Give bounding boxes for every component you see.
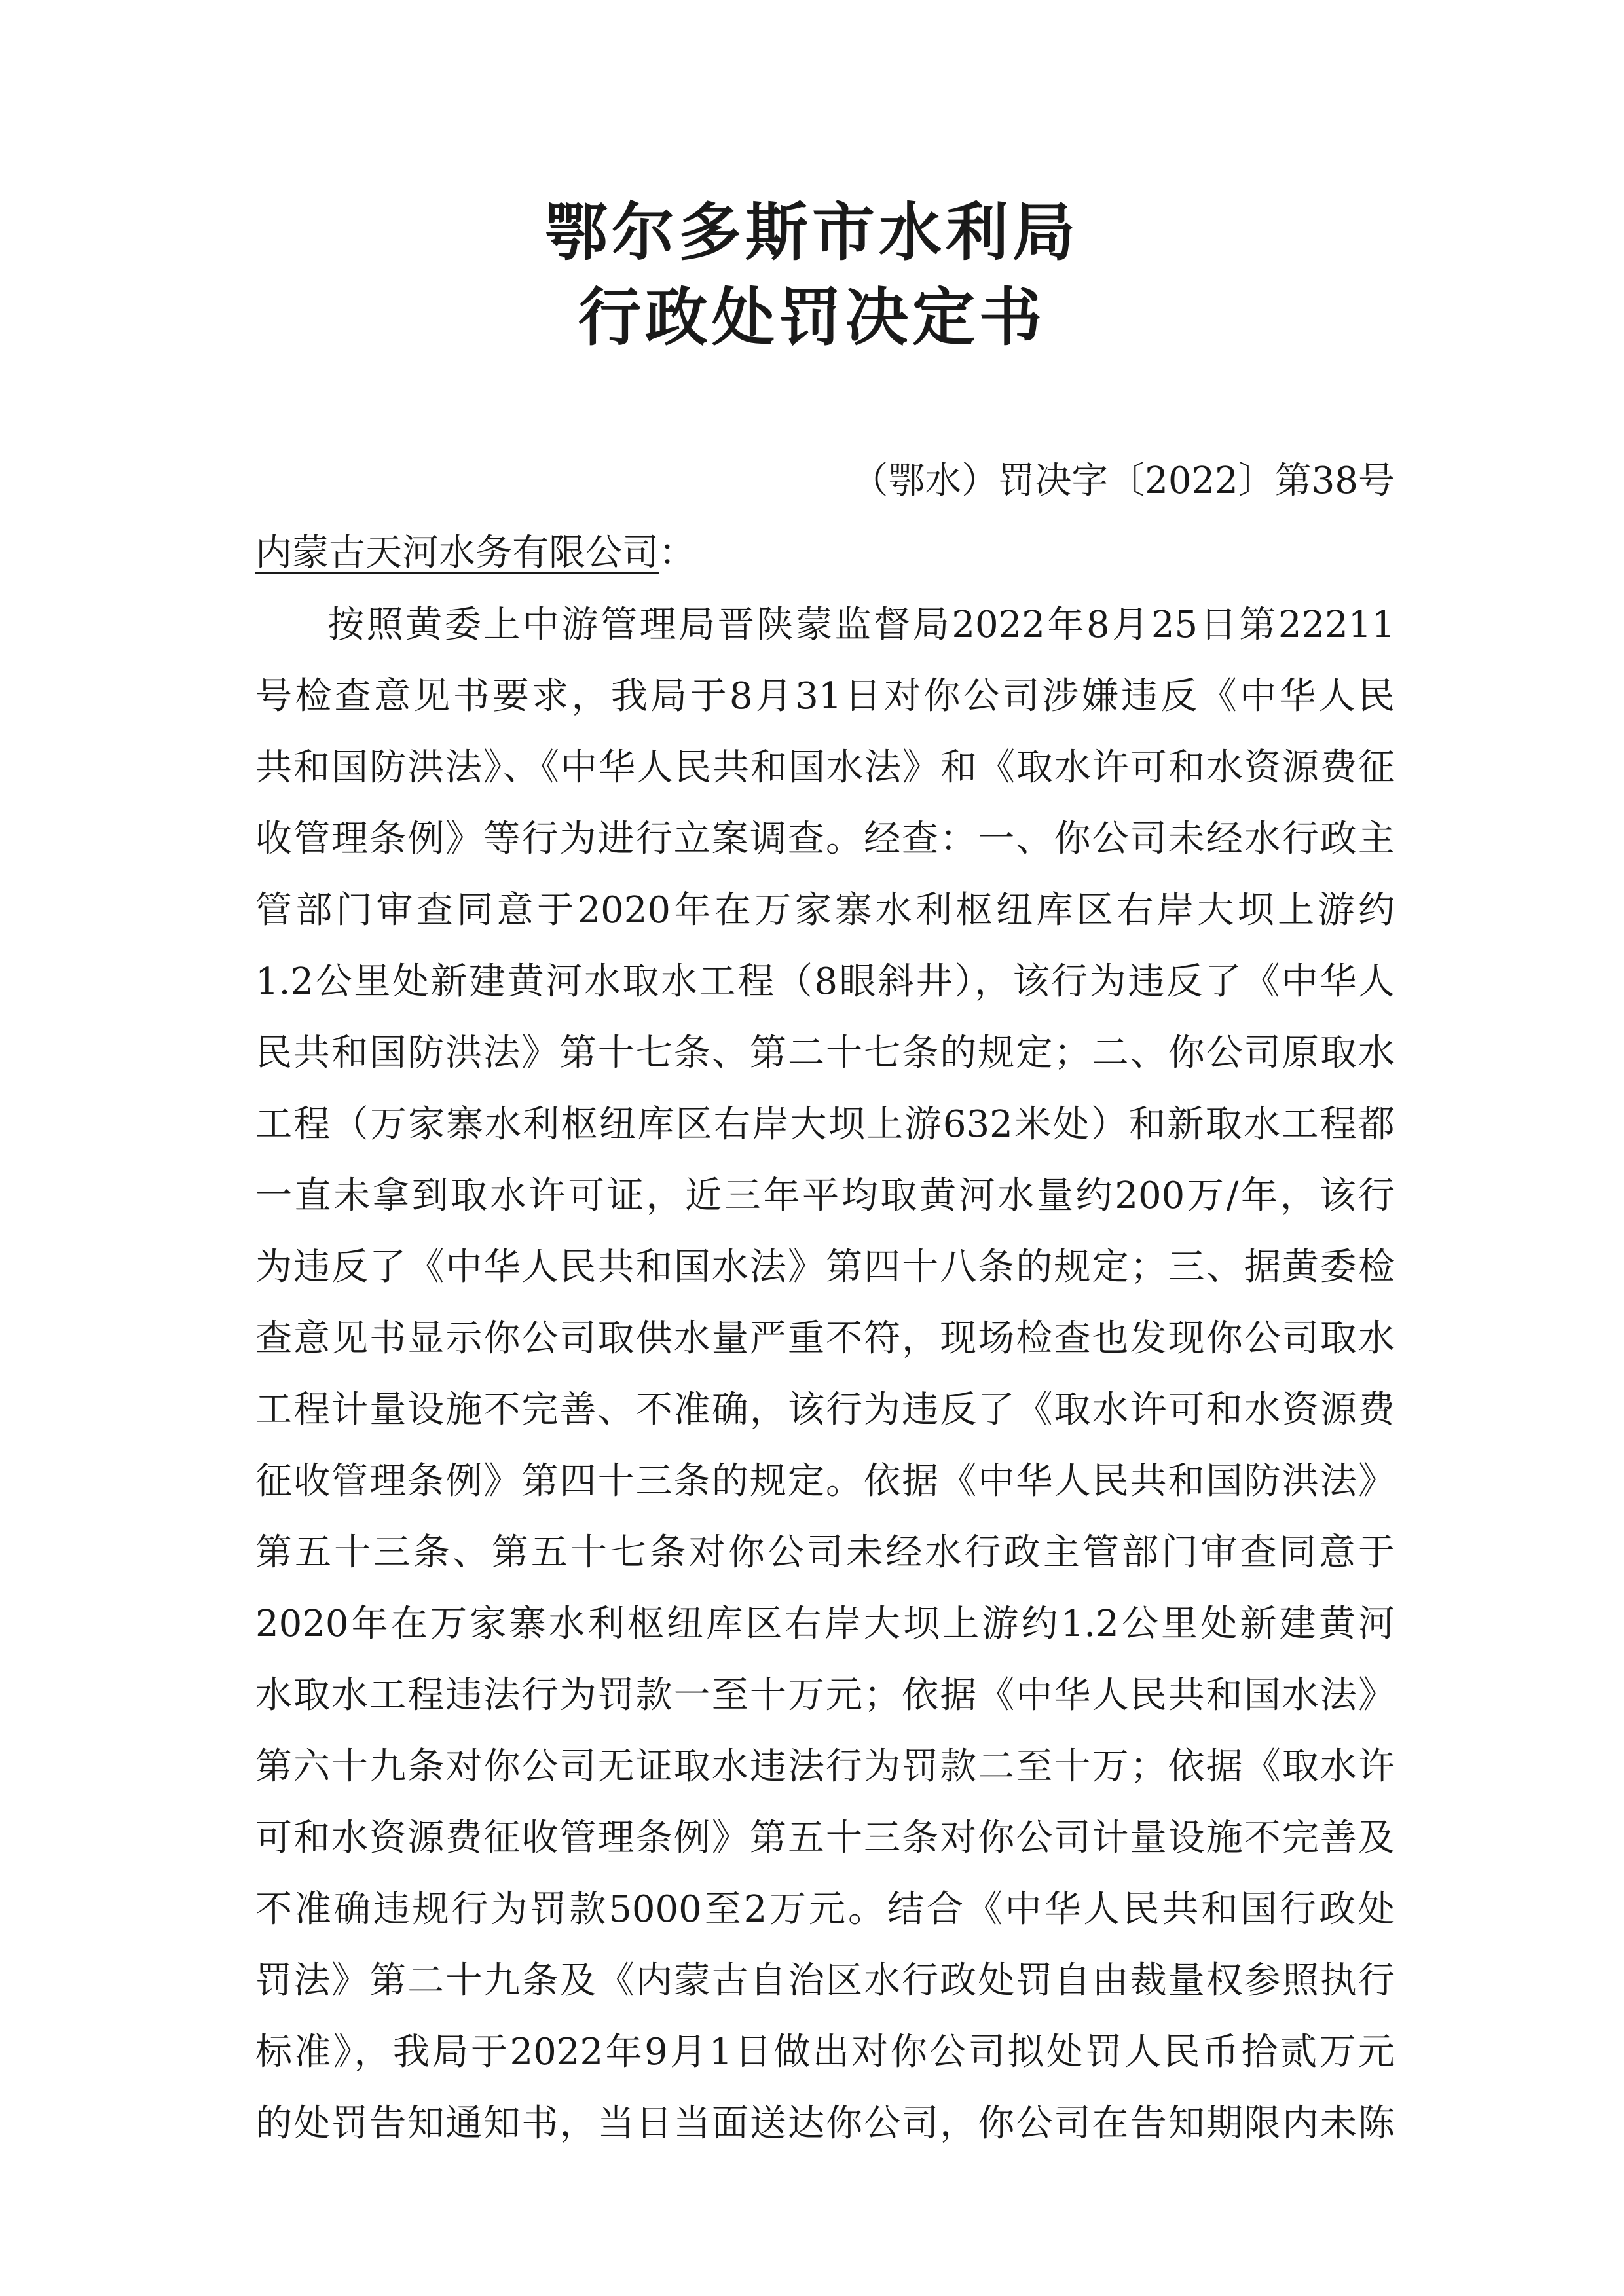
document-number: （鄂水）罚决字〔2022〕第38号 bbox=[851, 460, 1395, 502]
recipient-line bbox=[255, 527, 695, 579]
body-line: 可和水资源费征收管理条例》第五十三条对你公司计量设施不完善及 bbox=[255, 1817, 1395, 1859]
body-line: 共和国防洪法》、《中华人民共和国水法》和《取水许可和水资源费征 bbox=[255, 746, 1395, 789]
body-line: 2020年在万家寨水利枢纽库区右岸大坝上游约1.2公里处新建黄河 bbox=[255, 1603, 1395, 1645]
body-line: 不准确违规行为罚款5000至2万元。结合《中华人民共和国行政处 bbox=[255, 1888, 1395, 1931]
body-line: 罚法》第二十九条及《内蒙古自治区水行政处罚自由裁量权参照执行 bbox=[255, 1959, 1395, 2002]
body-line: 查意见书显示你公司取供水量严重不符，现场检查也发现你公司取水 bbox=[255, 1317, 1395, 1360]
body-line: 工程计量设施不完善、不准确，该行为违反了《取水许可和水资源费 bbox=[255, 1389, 1395, 1431]
body-line: 收管理条例》等行为进行立案调查。经查：一、你公司未经水行政主 bbox=[255, 818, 1395, 860]
body-line: 工程（万家寨水利枢纽库区右岸大坝上游632米处）和新取水工程都 bbox=[255, 1103, 1395, 1146]
body-line: 为违反了《中华人民共和国水法》第四十八条的规定；三、据黄委检 bbox=[255, 1246, 1395, 1288]
recipient-colon: ： bbox=[659, 532, 695, 574]
body-line: 征收管理条例》第四十三条的规定。依据《中华人民共和国防洪法》 bbox=[255, 1460, 1395, 1503]
body-line: 号检查意见书要求，我局于8月31日对你公司涉嫌违反《中华人民 bbox=[255, 675, 1395, 718]
body-line: 水取水工程违法行为罚款一至十万元；依据《中华人民共和国水法》 bbox=[255, 1674, 1395, 1717]
body-line: 第六十九条对你公司无证取水违法行为罚款二至十万；依据《取水许 bbox=[255, 1745, 1395, 1788]
body-line: 民共和国防洪法》第十七条、第二十七条的规定；二、你公司原取水 bbox=[255, 1032, 1395, 1074]
body-line: 按照黄委上中游管理局晋陕蒙监督局2022年8月25日第22211 bbox=[327, 604, 1395, 646]
body-line: 一直未拿到取水许可证，近三年平均取黄河水量约200万/年，该行 bbox=[255, 1175, 1395, 1217]
body-line: 第五十三条、第五十七条对你公司未经水行政主管部门审查同意于 bbox=[255, 1531, 1395, 1574]
body-line: 标准》，我局于2022年9月1日做出对你公司拟处罚人民币拾贰万元 bbox=[255, 2031, 1395, 2073]
body-line: 1.2公里处新建黄河水取水工程（8眼斜井），该行为违反了《中华人 bbox=[255, 960, 1395, 1003]
document-title: 行政处罚决定书 bbox=[578, 281, 1046, 354]
body-line: 的处罚告知通知书，当日当面送达你公司，你公司在告知期限内未陈 bbox=[255, 2102, 1395, 2145]
recipient-name: 内蒙古天河水务有限公司 bbox=[255, 532, 659, 574]
issuer-title: 鄂尔多斯市水利局 bbox=[545, 196, 1079, 269]
body-line: 管部门审查同意于2020年在万家寨水利枢纽库区右岸大坝上游约 bbox=[255, 889, 1395, 932]
